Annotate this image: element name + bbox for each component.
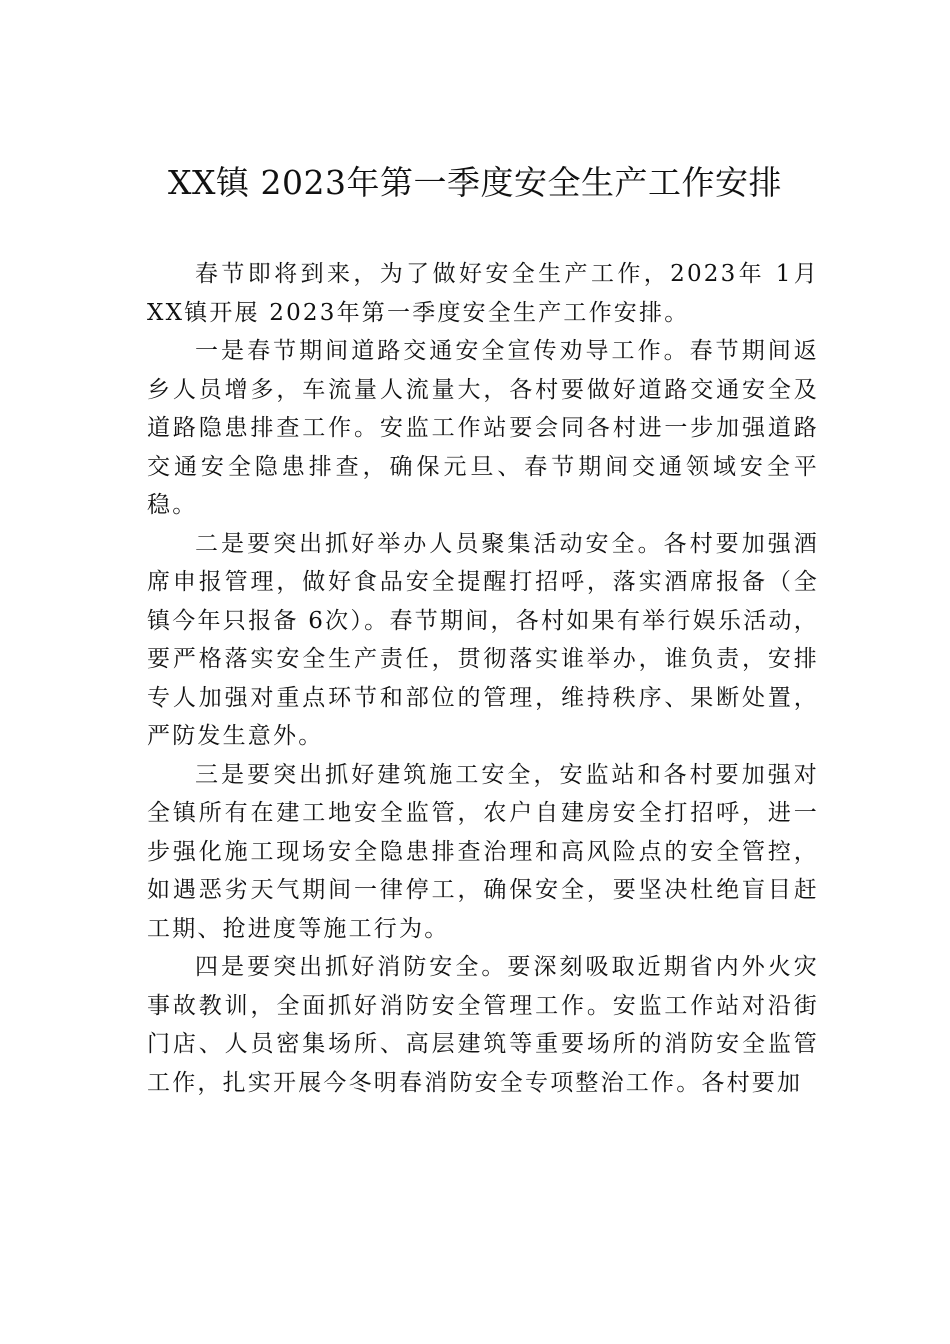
document-body	[147, 255, 819, 1102]
paragraph-construction-safety: 三是要突出抓好建筑施工安全，安监站和各村要加强对全镇所有在建工地安全监管，农户自建房安全打招呼，进一步强化施工现场安全隐患排查治理和高风险点的安全管控， 如遇恶劣天气期间一律停工，确保安全，要坚决杜绝盲目赶工期、抢进度等施工行为。	[147, 761, 819, 942]
paragraph-traffic-safety: 一是春节期间道路交通安全宣传劝导工作。春节期间返乡人员增多，车流量人流量大，各村要做好道路交通安全及道路隐患排查工作。安监工作站要会同各村进一步加强道路交通安全隐患排查，确保元旦、春节期间交通领域安全平稳。	[147, 338, 819, 518]
document-title: XX镇 2023年第一季度安全生产工作安排	[168, 163, 782, 202]
paragraph-intro: 春节即将到来，为了做好安全生产工作，2023年 1月 XX镇开展 2023年第一季度安全生产工作安排。	[147, 261, 819, 326]
paragraph-gathering-safety: 二是要突出抓好举办人员聚集活动安全。各村要加强酒席申报管理，做好食品安全提醒打招呼，落实酒席报备（全镇今年只报备 6次）。春节期间，各村如果有举行娱乐活动，要严格落实安全生产责任，贯彻落实谁举办，谁负责，安排专人加强对重点环节和部位的管理，维持秩序、果断处置， 严防发生意外。	[147, 530, 819, 749]
paragraph-fire-safety: 四是要突出抓好消防安全。要深刻吸取近期省内外火灾事故教训，全面抓好消防安全管理工作。安监工作站对沿街门店、人员密集场所、高层建筑等重要场所的消防安全监管工作，扎实开展今冬明春消防安全专项整治工作。各村要加	[147, 954, 819, 1096]
